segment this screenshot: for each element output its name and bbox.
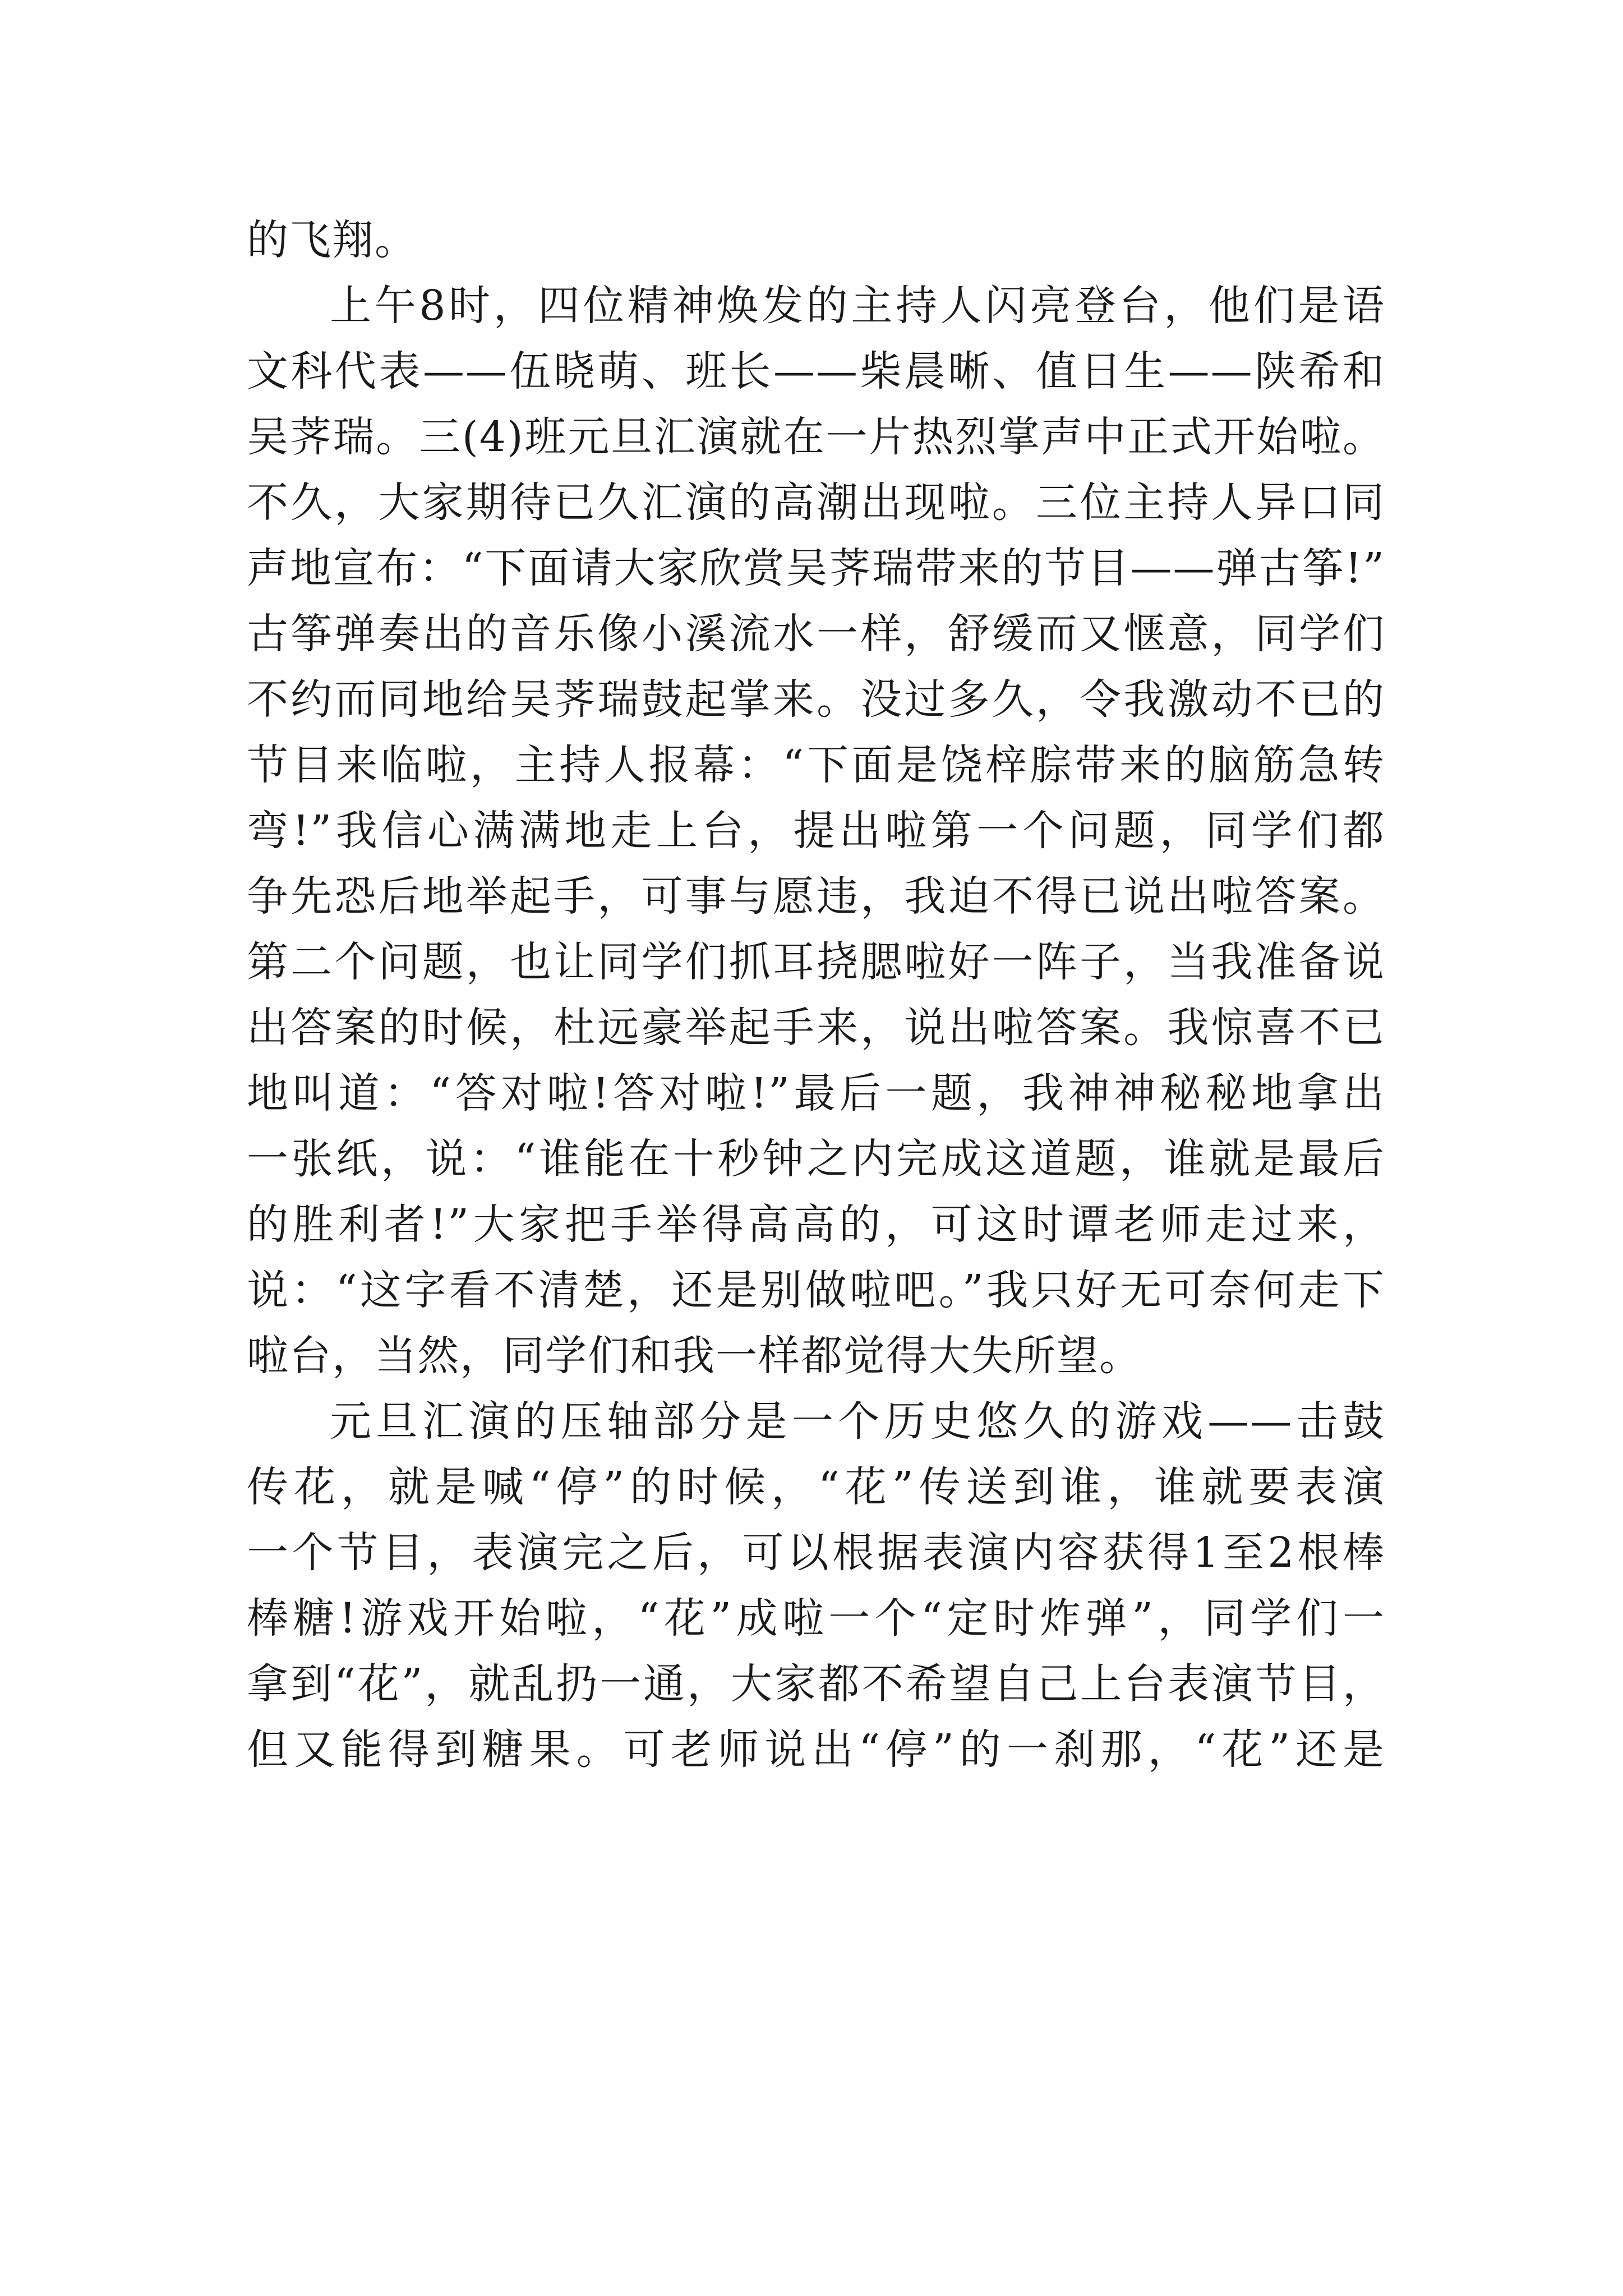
text-line: 但又能得到糖果。可老师说出“停”的一刹那，“花”还是	[247, 1726, 1385, 1774]
text-line: 不久，大家期待已久汇演的高潮出现啦。三位主持人异口同	[247, 478, 1385, 527]
text-line: 第二个问题，也让同学们抓耳挠腮啦好一阵子，当我准备说	[247, 938, 1385, 986]
text-line: 古筝弹奏出的音乐像小溪流水一样，舒缓而又惬意，同学们	[247, 610, 1385, 658]
text-line: 节目来临啦，主持人报幕：“下面是饶梓腙带来的脑筋急转	[247, 741, 1385, 789]
text-line: 的胜利者!”大家把手举得高高的，可这时谭老师走过来，	[247, 1200, 1385, 1249]
text-line: 一张纸，说：“谁能在十秒钟之内完成这道题，谁就是最后	[247, 1135, 1385, 1183]
text-line: 出答案的时候，杜远豪举起手来，说出啦答案。我惊喜不已	[247, 1004, 1385, 1052]
text-line: 啦台，当然，同学们和我一样都觉得大失所望。	[247, 1332, 1142, 1380]
text-line: 棒糖!游戏开始啦，“花”成啦一个“定时炸弹”，同学们一	[247, 1594, 1385, 1642]
text-line: 声地宣布：“下面请大家欣赏吴荠瑞带来的节目——弹古筝!”	[247, 544, 1385, 592]
text-line: 弯!”我信心满满地走上台，提出啦第一个问题，同学们都	[247, 807, 1385, 855]
text-line: 元旦汇演的压轴部分是一个历史悠久的游戏——击鼓	[330, 1397, 1385, 1446]
text-line: 文科代表——伍晓萌、班长——柴晨晰、值日生——陕希和	[247, 347, 1385, 395]
text-line: 不约而同地给吴荠瑞鼓起掌来。没过多久，令我激动不已的	[247, 675, 1385, 724]
text-line: 吴荠瑞。三(4)班元旦汇演就在一片热烈掌声中正式开始啦。	[247, 413, 1385, 461]
body-text	[247, 208, 1385, 1783]
text-line: 拿到“花”，就乱扔一通，大家都不希望自己上台表演节目，	[247, 1660, 1385, 1708]
text-line: 上午8时，四位精神焕发的主持人闪亮登台，他们是语	[330, 282, 1385, 330]
text-line: 一个节目，表演完之后，可以根据表演内容获得1至2根棒	[247, 1529, 1385, 1577]
text-line: 争先恐后地举起手，可事与愿违，我迫不得已说出啦答案。	[247, 872, 1385, 921]
text-line: 传花，就是喊“停”的时候，“花”传送到谁，谁就要表演	[247, 1463, 1385, 1511]
text-line: 说：“这字看不清楚，还是别做啦吧。”我只好无可奈何走下	[247, 1266, 1385, 1314]
text-line: 地叫道：“答对啦!答对啦!”最后一题，我神神秘秘地拿出	[247, 1069, 1385, 1117]
text-line: 的飞翔。	[247, 216, 417, 264]
